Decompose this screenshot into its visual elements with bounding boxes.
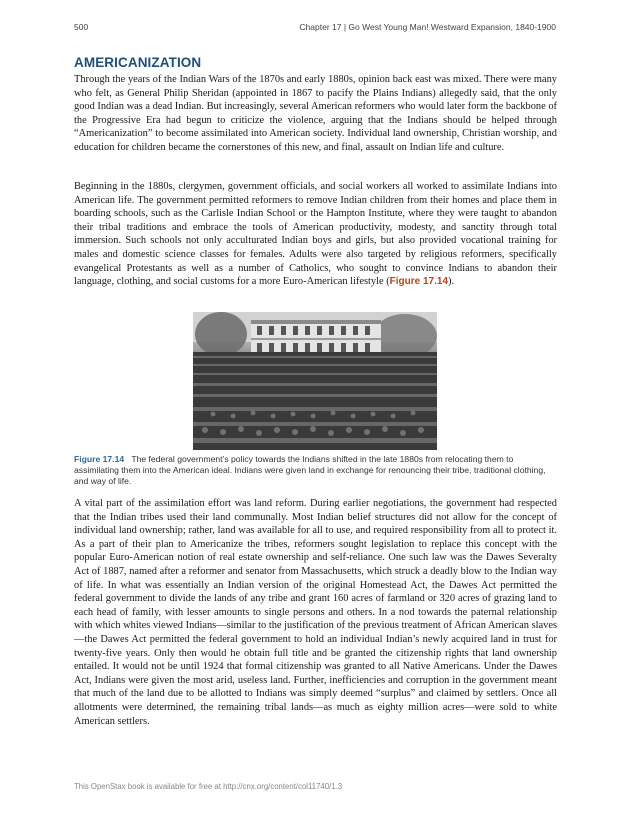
paragraph-text-end: ). <box>448 276 455 288</box>
page-number: 500 <box>74 22 89 32</box>
running-head: Chapter 17 | Go West Young Man! Westward Expansion, 1840-1900 <box>299 22 556 32</box>
caption-text: The federal government’s policy towards the Indians shifted in the late 1880s from relocating them to assimilating them into the American ideal. Indians were given land in exchange for renouncing their tribe, traditional clothing, and way of life. <box>74 454 546 487</box>
paragraph-land-reform: A vital part of the assimilation effort was land reform. During earlier negotiations, the government had respected that the Indian tribes used their land communally. Most Indian belief structures did not allow for the concept of individual land ownership; rather, land was available for all to use, and required responsibility from all to protect it. As a part of their plan to Americanize the tribes, reformers sought legislation to replace this concept with the popular Euro-American notion of real estate ownership and self-reliance. One such law was the Dawes Severalty Act of 1887, named after a reformer and senator from Massachusetts, which struck a deadly blow to the Indian way of life. In what was essentially an Indian version of the original Homestead Act, the Dawes Act permitted the federal government to divide the lands of any tribe and grant 160 acres of farmland or 320 acres of grazing land to each head of family, with lesser amounts to single persons and others. In a nod towards the paternal relationship with which whites viewed Indians—similar to the justification of the previous treatment of African American slaves—the Dawes Act permitted the federal government to hold an individual Indian’s newly acquired land in trust for twenty-five years. Only then would he obtain full title and be granted the citizenship rights that land ownership entailed. It would not be until 1924 that formal citizenship was granted to all Native Americans. Under the Dawes Act, Indians were given the most arid, useless land. Further, inefficiencies and corruption in the government meant that much of the land due to be allotted to Indians was simply deemed “surplus” and claimed by settlers. Once all allotments were determined, the remaining tribal lands—as much as eighty million acres—were sold to white American settlers. <box>74 498 557 727</box>
figure-label: Figure 17.14 <box>74 454 125 464</box>
figure-link[interactable]: Figure 17.14 <box>389 276 449 288</box>
paragraph-text: Beginning in the 1880s, clergymen, government officials, and social workers all worked to assimilate Indians into American life. The government permitted reformers to remove Indian children from their homes and place them in boarding schools, such as the Carlisle Indian School or the Hampton Institute, where they were taught to abandon their tribal traditions and embrace the tools of American productivity, modesty, and sanctity through total immersion. Such schools not only acculturated Indian boys and girls, but also provided vocational training for males and domestic science classes for females. Adults were also targeted by religious reformers, specifically evangelical Protestants as well as a number of Catholics, who sought to convince Indians to abandon their language, clothing, and social customs for a more Euro-American lifestyle ( <box>74 181 557 288</box>
section-title: AMERICANIZATION <box>74 55 202 70</box>
paragraph-assimilation <box>74 180 557 289</box>
figure-caption <box>74 454 557 488</box>
paragraph-intro: Through the years of the Indian Wars of the 1870s and early 1880s, opinion back east was mixed. There were many who felt, as General Philip Sheridan (appointed in 1867 to pacify the Plains Indians) allegedly said, that the only good Indian was a dead Indian. But increasingly, several American reformers who would later form the backbone of the Progressive Era had begun to criticize the violence, arguing that the Indians should be helped through “Americanization” to become assimilated into American society. Individual land ownership, Christian worship, and education for children became the cornerstones of this new, and final, assault on Indian life and culture. <box>74 74 557 153</box>
footer-note: This OpenStax book is available for free at http://cnx.org/content/col11740/1.3 <box>74 782 343 791</box>
historical-photo <box>193 312 437 450</box>
